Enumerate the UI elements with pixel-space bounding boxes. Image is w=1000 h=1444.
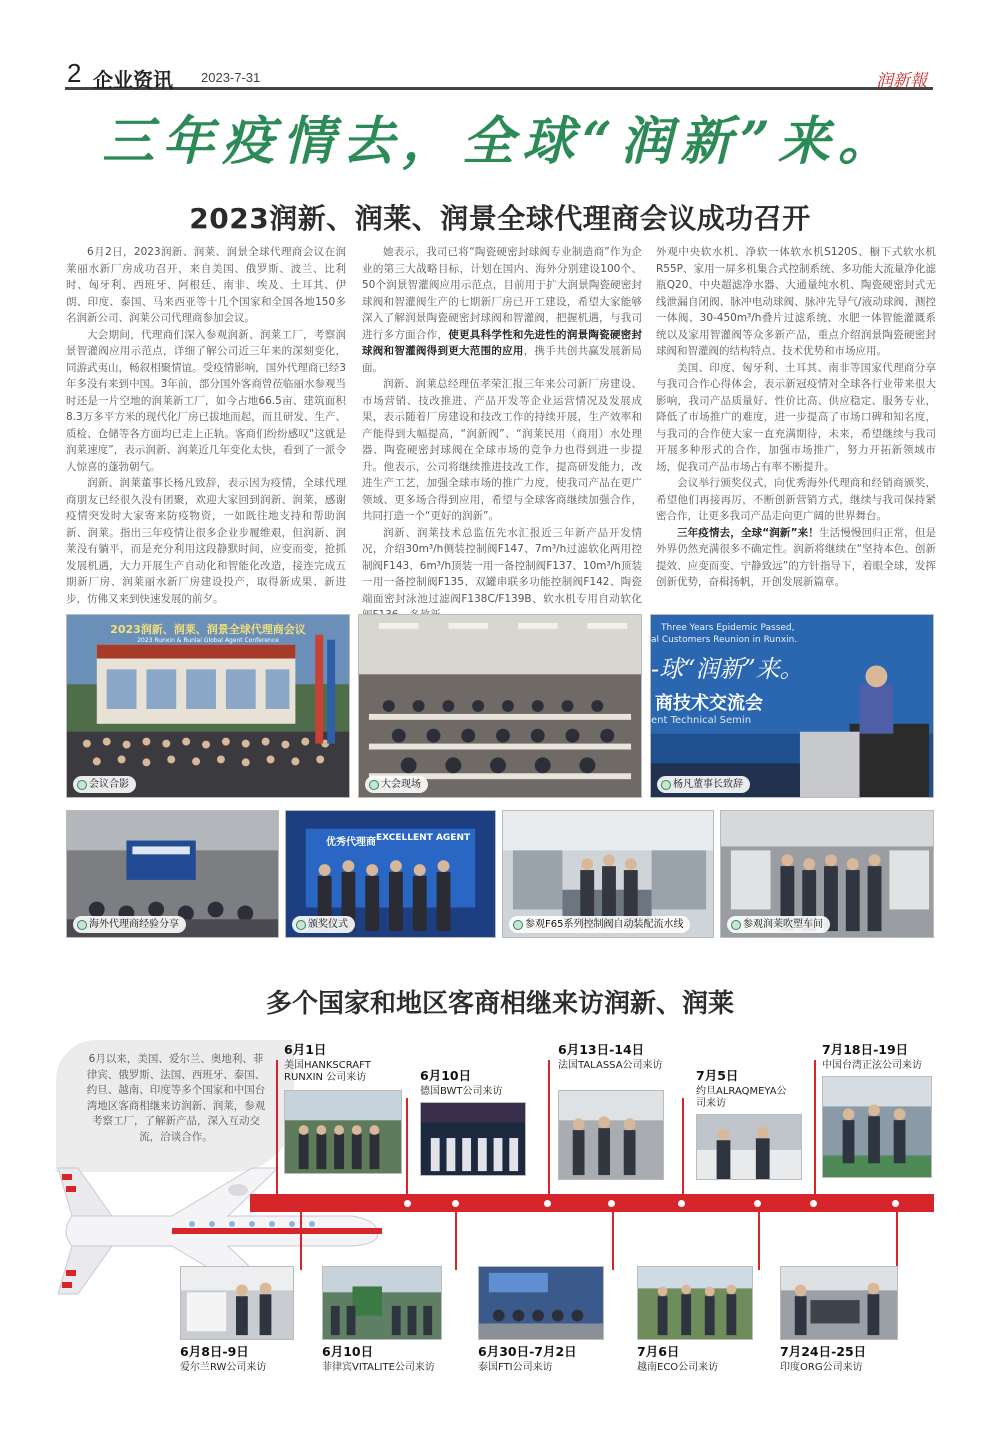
- event-photo-scene: [421, 1103, 525, 1175]
- event-desc: 美国HANKSCRAFT RUNXIN 公司来访: [284, 1060, 371, 1083]
- issue-date: 2023-7-31: [201, 70, 261, 85]
- event-photo: [478, 1266, 604, 1340]
- award-board-english: EXCELLENT AGENT: [376, 833, 471, 843]
- timeline-dot: [606, 1198, 617, 1209]
- event-date: 7月6日: [637, 1344, 680, 1359]
- paragraph: 美国、印度、匈牙利、土耳其、南非等国家代理商分享与我司合作心得体会，表示新冠疫情对全球各行业带来很大影响，我司产品质量好、性价比高、供应稳定、服务专业，降低了市场推广的难度，进一步提高了市场口碑和知名度，与我司的合作使大家一直充满期待，未来，希望继续与我司开展多种形式的合作，加强市场推广，努力开拓新领域市场，促我司产品市场占有率不断提升。: [656, 361, 936, 473]
- timeline-dot: [808, 1198, 819, 1209]
- screen-title: 商技术交流会: [655, 693, 763, 714]
- photo-blow-molding-workshop: [720, 810, 934, 938]
- timeline-event: [780, 1266, 910, 1374]
- paragraph: 大会期间，代理商们深入参观润新、润莱工厂，考察润景智灌阀应用示范点，详细了解公司近三年来的深刻变化，同游武夷山，畅叙相聚情谊。受疫情影响，国外代理商已经3年多没有来到中国。3年前，部分国外客商曾莅临丽水参观当时还是一片空地的润莱新工厂，如今占地66.5亩、建筑面积8.3万多平方米的现代化厂房已拔地而起，而且研发、生产、质检、仓储等各方面均已走上正轨。客商们纷纷感叹“这就是润莱速度”，表示润新、润莱近几年变化太快，看到了一派令人惊喜的蓬勃朝气。: [66, 328, 346, 473]
- event-date: 7月24日-25日: [780, 1344, 867, 1359]
- photo-caption: 颁奖仪式: [292, 916, 355, 933]
- event-date: 6月8日-9日: [180, 1344, 249, 1359]
- event-photo: [420, 1102, 526, 1176]
- event-photo-scene: [479, 1267, 603, 1339]
- text-run: 生活慢慢回归正常，但是外界仍然充满很多不确定性。润新将继续在“坚持本色、创新提效、应变而变、宁静致远”的方针指导下，着眼全球，发挥创新优势，奋楫扬帆，开创发展新篇章。: [656, 526, 936, 588]
- photo-agent-sharing: [66, 810, 279, 938]
- event-date: 7月5日: [696, 1068, 739, 1083]
- paragraph: 润新、润莱董事长杨凡致辞，表示因为疫情，全球代理商朋友已经很久没有团聚，欢迎大家回到润新、润莱，感谢疫情突发时大家寄来防疫物资，一如既往地支持和帮助润新、润莱。指出三年疫情让很多企业步履维艰，但润新、润莱没有躺平，而是充分利用这段静默时间，应变而变，抢抓发展机遇，大力开展生产自动化和智能化改造，接连完成五期新厂房、润莱丽水新厂房建设投产，取得新成果、新进步，仿佛又来到快速发展的前夕。: [66, 477, 346, 605]
- photo-caption: 会议合影: [73, 776, 136, 793]
- paragraph: 外观中央软水机、净软一体软水机S120S、橱下式软水机R55P、家用一屏多机集合式控制系统、多功能大流量净化滤瓶Q20、中央超滤净水器、大通量纯水机、陶瓷硬密封式无线泄漏自闭阀、脉冲电动球阀、脉冲先导气/液动球阀、测控一体阀、30-450m³/h叠片过滤系统、水肥一体智能灌溉系统以及家用智灌阀等众多新产品，重点介绍润景陶瓷硬密封球阀和智灌阀的结构特点、技术优势和市场应用。: [656, 246, 936, 357]
- screen-slogan: -球“润新”来。: [651, 655, 804, 683]
- timeline-event: [822, 1040, 938, 1072]
- event-photo-scene: [559, 1091, 663, 1179]
- paragraph: 润新、润莱总经理伍孝荣汇报三年来公司新厂房建设、市场营销、技改推进、产品开发等企业运营情况及发展成果，表示随着厂房建设和技改工作的持续开展，生产效率和产能得到大幅提高，“润新阀”、“润莱民用（商用）水处理器、陶瓷硬密封球阀在全球市场的竞争力也得到进一步提升。他表示，公司将继续推进技改工作，提高研发能力，改进生产工艺，加强全球市场的推广力度，使我司产品在更广领域、更多场合得到应用，希望与全球客商继续加强合作，共同打造一个“更好的润新”。: [362, 378, 642, 522]
- timeline-dot: [676, 1198, 687, 1209]
- event-photo: [780, 1266, 898, 1340]
- timeline-event: [478, 1266, 608, 1374]
- event-photo-scene: [697, 1115, 801, 1179]
- photo-caption: 大会现场: [365, 776, 428, 793]
- timeline-event: [322, 1266, 452, 1374]
- calligraphy-slogan: 三年疫情去，全球“润新”来。: [102, 111, 898, 172]
- brand-logo: 润新報: [876, 71, 927, 91]
- timeline-connector: [276, 1060, 278, 1200]
- event-photo: [637, 1266, 753, 1340]
- timeline-dot: [890, 1198, 901, 1209]
- timeline-dot: [542, 1198, 553, 1209]
- event-desc: 约旦ALRAQMEYA公司来访: [696, 1086, 787, 1109]
- screen-subtitle: ent Technical Semin: [651, 715, 752, 726]
- paragraph: 会议举行颁奖仪式，向优秀海外代理商和经销商颁奖，希望他们再接再厉，不断创新营销方式，继续与我司保持紧密合作，让更多我司产品走向更广阔的世界舞台。: [656, 477, 936, 522]
- photo-chairman-speech: [650, 614, 934, 798]
- award-board-title: 优秀代理商: [326, 837, 376, 848]
- photo-caption: 海外代理商经验分享: [73, 916, 186, 933]
- section-title: 企业资讯: [93, 68, 173, 92]
- event-photo: [322, 1266, 442, 1340]
- timeline-event: [637, 1266, 767, 1374]
- event-desc: 印度ORG公司来访: [780, 1362, 863, 1373]
- event-desc: 越南ECO公司来访: [637, 1362, 719, 1373]
- event-photo-scene: [181, 1267, 293, 1339]
- visits-intro: 6月以来，美国、爱尔兰、奥地利、菲律宾、俄罗斯、法国、西班牙、泰国、约旦、越南、印度等多个国家和中国台湾地区客商相继来访润新、润莱，参观考察工厂，了解新产品，深入互动交流，洽谈合作。: [56, 1040, 294, 1172]
- text-run: 她表示，我司已将“陶瓷硬密封球阀专业制造商”作为企业的第三大战略目标，计划在国内、海外分别建设100个、50个润景智灌阀应用示范点，目前用于扩大润景陶瓷硬密封球阀和智灌阀生产的七期新厂房已开工建设，希望大家能够深入了解润景陶瓷硬密封球阀和智灌阀，把握机遇，与我司进行多方面合作，: [362, 246, 642, 341]
- timeline-event: [420, 1066, 532, 1098]
- article-column-1: [66, 244, 346, 605]
- article-column-2: [362, 244, 643, 605]
- timeline-event: [558, 1040, 682, 1072]
- event-date: 6月1日: [284, 1042, 327, 1057]
- photo-caption: 参观润莱吹塑车间: [727, 916, 830, 933]
- timeline-dot: [450, 1198, 461, 1209]
- paragraph: [362, 244, 642, 376]
- bold-text: 三年疫情去，全球“润新”来！: [677, 526, 819, 539]
- photo-caption: 参观F65系列控制阀自动装配流水线: [509, 916, 690, 933]
- event-photo: [696, 1114, 802, 1180]
- conference-hall-scene: [359, 615, 641, 797]
- photo-caption: 杨凡董事长致辞: [657, 776, 750, 793]
- photo-assembly-line: [502, 810, 714, 938]
- event-photo-scene: [781, 1267, 897, 1339]
- bold-text: 使更具科学性和先进性的润景陶瓷硬密封球阀和智灌阀得到更大范围的应用: [362, 328, 643, 357]
- timeline-dot: [752, 1198, 763, 1209]
- timeline-connector: [682, 1098, 684, 1200]
- event-photo: [180, 1266, 294, 1340]
- article-column-3: [656, 244, 936, 602]
- timeline-connector: [300, 1210, 302, 1270]
- event-desc: 德国BWT公司来访: [420, 1086, 503, 1097]
- timeline-connector: [455, 1210, 457, 1270]
- timeline-connector: [612, 1210, 614, 1270]
- photo-group: [66, 614, 350, 798]
- page-header: [65, 60, 933, 90]
- timeline-connector: [758, 1210, 760, 1270]
- event-photo-scene: [823, 1077, 931, 1177]
- timeline-event: [696, 1066, 808, 1110]
- photo-banner: 2023润新、润莱、润景全球代理商会议: [110, 623, 306, 636]
- text-run: ，携手共创共赢发展新局面。: [362, 345, 643, 374]
- timeline-bar: [250, 1194, 934, 1212]
- screen-text-line-2: al Customers Reunion in Runxin.: [651, 635, 798, 645]
- event-photo-scene: [638, 1267, 752, 1339]
- timeline-connector: [548, 1060, 550, 1200]
- timeline-event: [284, 1040, 408, 1084]
- page-number: 2: [67, 58, 82, 88]
- headline-conference: 2023润新、润莱、润景全球代理商会议成功召开: [189, 202, 811, 235]
- event-photo: [822, 1076, 932, 1178]
- event-photo-scene: [285, 1091, 401, 1173]
- photo-banner-sub: 2023 Runxin & Runlai Global Agent Conference: [137, 637, 279, 644]
- timeline-event: [180, 1266, 310, 1374]
- event-date: 6月13日-14日: [558, 1042, 645, 1057]
- event-desc: 法国TALASSA公司来访: [558, 1060, 663, 1071]
- timeline-connector: [406, 1098, 408, 1200]
- paragraph: 6月2日，2023润新、润莱、润景全球代理商会议在润莱丽水新厂房成功召开，来自美国、俄罗斯、波兰、比利时、匈牙利、西班牙、阿根廷、南非、埃及、土耳其、伊朗、印度、泰国、马来西亚等十几个国家和全国各地150多名润新公司、润莱公司代理商参加会议。: [66, 246, 346, 324]
- event-desc: 菲律宾VITALITE公司来访: [322, 1362, 435, 1373]
- timeline-dot: [402, 1198, 413, 1209]
- event-desc: 爱尔兰RW公司来访: [180, 1362, 267, 1373]
- event-date: 6月10日: [420, 1068, 472, 1083]
- event-photo: [558, 1090, 664, 1180]
- paragraph: 润新、润莱技术总监伍先水汇报近三年新产品开发情况，介绍30m³/h侧装控制阀F147、7m³/h过滤软化两用控制阀F143、6m³/h顶装一用一备控制阀F137、10m³/h顶装一用一备控制阀F135、双罐串联多功能控制阀F142、陶瓷端面密封泳池过滤阀F138C/F139B、软水机专用自动软化: [362, 526, 642, 605]
- event-date: 7月18日-19日: [822, 1042, 909, 1057]
- event-photo-scene: [323, 1267, 441, 1339]
- screen-text-line-1: Three Years Epidemic Passed,: [661, 623, 795, 633]
- photo-award-ceremony: [285, 810, 496, 938]
- timeline-connector: [896, 1210, 898, 1270]
- event-date: 6月30日-7月2日: [478, 1344, 577, 1359]
- photo-conference-hall: [358, 614, 642, 798]
- headline-visits: 多个国家和地区客商相继来访润新、润莱: [265, 989, 734, 1019]
- timeline-connector: [814, 1060, 816, 1200]
- event-desc: 中国台湾正泫公司来访: [822, 1060, 922, 1071]
- event-photo: [284, 1090, 402, 1174]
- event-desc: 泰国FTI公司来访: [478, 1362, 553, 1373]
- paragraph: [656, 525, 936, 591]
- event-date: 6月10日: [322, 1344, 374, 1359]
